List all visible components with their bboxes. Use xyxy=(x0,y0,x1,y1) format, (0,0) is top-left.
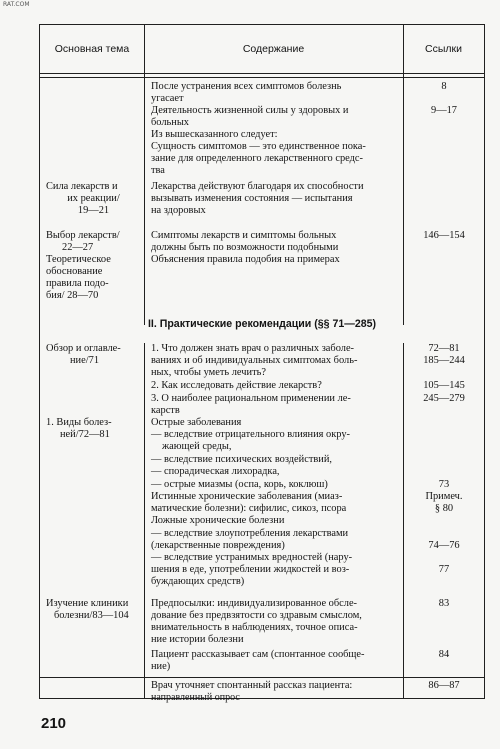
content-line: Из вышесказанного следует: xyxy=(151,129,278,140)
content-line: шения в еде, употреблении жидкостей и воз- xyxy=(151,564,350,575)
ref-value: 73 xyxy=(438,479,450,490)
content-line: — вследствие устранимых вредностей (нару- xyxy=(151,552,353,563)
content-line: ваниях и об индивидуальных симптомах боль- xyxy=(151,355,358,366)
ref-value: 83 xyxy=(438,598,450,609)
topic-line: обоснование xyxy=(46,266,103,277)
content-line: жающей среды, xyxy=(162,441,232,452)
page-number: 210 xyxy=(41,715,67,732)
ref-value: Примеч. xyxy=(425,491,463,502)
topic-line: Изучение клиники xyxy=(46,598,129,609)
content-line: 1. Что должен знать врач о различных заболе- xyxy=(151,343,355,354)
topic-line: Теоретическое xyxy=(46,254,111,265)
column-divider-1a xyxy=(144,25,145,325)
header-topic: Основная тема xyxy=(54,43,130,55)
content-line: Предпосылки: индивидуализированное обсле- xyxy=(151,598,358,609)
content-line: — острые миазмы (оспа, корь, коклюш) xyxy=(151,479,328,490)
header-divider xyxy=(40,73,484,74)
column-divider-1b xyxy=(144,343,145,698)
topic-line: правила подо- xyxy=(46,278,109,289)
content-line: Пациент рассказывает сам (спонтанное сообще- xyxy=(151,649,365,660)
ref-value: 105—145 xyxy=(423,380,465,391)
ref-value: 72—81 xyxy=(428,343,460,354)
column-divider-2a xyxy=(403,25,404,325)
content-line: карств xyxy=(151,405,180,416)
topic-line: Обзор и оглавле- xyxy=(46,343,121,354)
topic-line: ней/72—81 xyxy=(60,429,110,440)
content-line: 2. Как исследовать действие лекарств? xyxy=(151,380,322,391)
footer-divider xyxy=(40,677,484,678)
ref-value: 8 xyxy=(441,81,447,92)
reference-table xyxy=(39,24,485,703)
topic-line: 19—21 xyxy=(77,205,110,216)
content-line: направленный опрос xyxy=(151,692,240,703)
content-line: Деятельность жизненной силы у здоровых и xyxy=(151,105,349,116)
content-line: ние) xyxy=(151,661,171,672)
topic-line: 1. Виды болез- xyxy=(46,417,112,428)
content-line: (лекарственные повреждения) xyxy=(151,540,285,551)
content-line: — вследствие психических воздействий, xyxy=(151,454,333,465)
content-line: Ложные хронические болезни xyxy=(151,515,285,526)
topic-line: бия/ 28—70 xyxy=(46,290,99,301)
topic-line: 22—27 xyxy=(62,242,94,253)
ref-value: § 80 xyxy=(434,503,454,514)
content-line: на здоровых xyxy=(151,205,206,216)
content-line: буждающих средств) xyxy=(151,576,245,587)
content-line: — вследствие отрицательного влияния окру- xyxy=(151,429,350,440)
content-line: Врач уточняет спонтанный рассказ пациента: xyxy=(151,680,353,691)
header-content: Содержание xyxy=(242,43,305,55)
content-line: внимательность в наблюдениях, точное описа- xyxy=(151,622,358,633)
content-line: Острые заболевания xyxy=(151,417,242,428)
ref-value: 84 xyxy=(438,649,450,660)
column-divider-2b xyxy=(403,343,404,698)
content-line: Лекарства действуют благодаря их способности xyxy=(151,181,364,192)
ref-value: 245—279 xyxy=(423,393,465,404)
ref-value: 86—87 xyxy=(428,680,460,691)
content-line: После устранения всех симптомов болезнь xyxy=(151,81,342,92)
content-line: Симптомы лекарств и симптомы больных xyxy=(151,230,337,241)
ref-value: 74—76 xyxy=(428,540,460,551)
ref-value: 185—244 xyxy=(423,355,465,366)
ref-value: 77 xyxy=(438,564,450,575)
content-line: ние истории болезни xyxy=(151,634,244,645)
content-line: угасает xyxy=(151,93,184,104)
topic-line: болезни/83—104 xyxy=(54,610,129,621)
watermark: RAT.COM xyxy=(3,1,30,8)
content-line: 3. О наиболее рациональном применении ле- xyxy=(151,393,351,404)
topic-line: Выбор лекарств/ xyxy=(46,230,120,241)
content-line: Сущность симптомов — это единственное пока- xyxy=(151,141,366,152)
content-line: матические болезни): сифилис, сикоз, псора xyxy=(151,503,347,514)
content-line: тва xyxy=(151,165,165,176)
content-line: зание для определенного лекарственного средс- xyxy=(151,153,363,164)
ref-value: 9—17 xyxy=(431,105,457,116)
header-refs: Ссылки xyxy=(425,43,462,55)
content-line: вызывать изменения состояния — испытания xyxy=(151,193,353,204)
content-line: Истинные хронические заболевания (миаз- xyxy=(151,491,343,502)
content-line: должны быть по возможности подобными xyxy=(151,242,339,253)
content-line: больных xyxy=(151,117,190,128)
topic-line: ние/71 xyxy=(70,355,100,366)
content-line: ных, чтобы уметь лечить? xyxy=(151,367,266,378)
content-line: — спорадическая лихорадка, xyxy=(151,466,280,477)
section-title: II. Практические рекомендации (§§ 71—285) xyxy=(147,318,377,330)
topic-line: их реакции/ xyxy=(67,193,120,204)
content-line: Объяснения правила подобия на примерах xyxy=(151,254,340,265)
content-line: — вследствие злоупотребления лекарствами xyxy=(151,528,349,539)
content-line: дование без предвзятости со здравым смыслом, xyxy=(151,610,362,621)
header-divider-double xyxy=(40,77,484,78)
ref-value: 146—154 xyxy=(423,230,465,241)
topic-line: Сила лекарств и xyxy=(46,181,118,192)
